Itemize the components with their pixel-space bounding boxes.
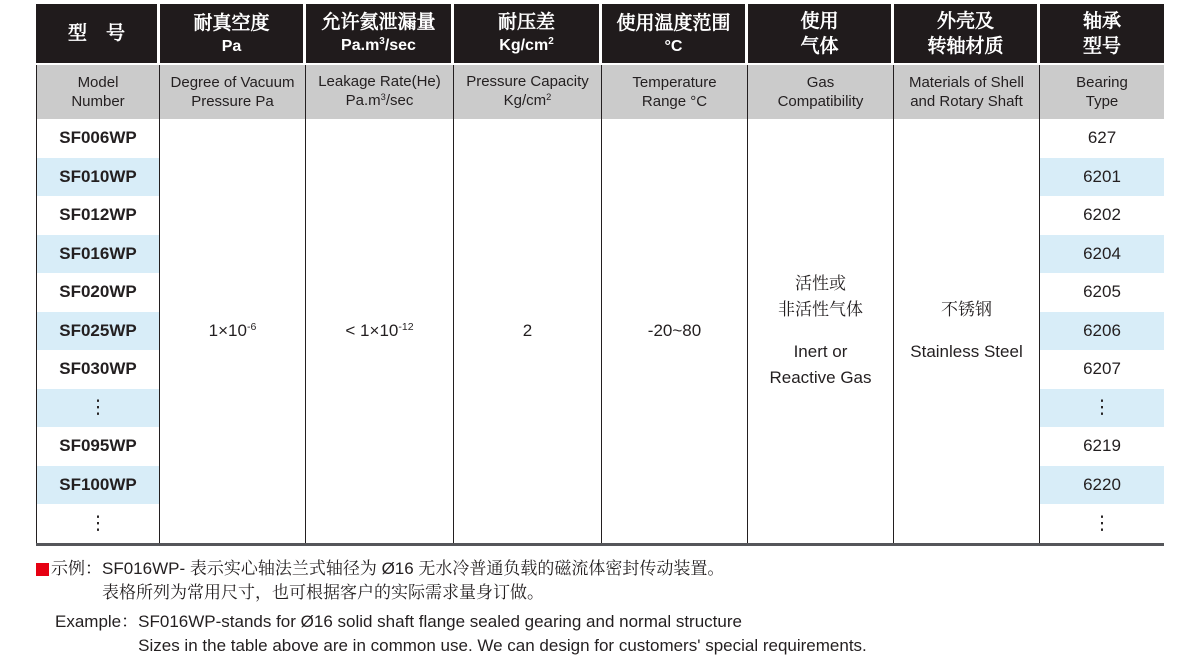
- bearing-cell: 6201: [1040, 158, 1164, 197]
- note-zh-label: 示例：: [51, 558, 102, 578]
- note-zh-line2: 表格所列为常用尺寸，也可根据客户的实际需求量身订做。: [102, 582, 544, 602]
- model-cell: SF030WP: [36, 350, 160, 389]
- header-temperature-en: Temperature Range °C: [602, 65, 748, 119]
- bearing-cell: 6204: [1040, 235, 1164, 274]
- header-row-en: [36, 65, 1164, 119]
- header-pressure-zh: 耐压差 $Kg/cm^2$: [454, 4, 602, 65]
- pressure-unit: $Kg/cm^2$: [499, 36, 554, 54]
- red-square-bullet: [36, 563, 49, 576]
- note-zh-lines: [102, 557, 724, 605]
- header-leakage-zh: 允许氦泄漏量 $Pa.m^3/\sec$: [306, 4, 454, 65]
- note-en-label: Example：: [55, 611, 139, 631]
- header-model-en: Model Number: [36, 65, 160, 119]
- model-cell: SF010WP: [36, 158, 160, 197]
- header-shell-zh: 外壳及 转轴材质: [894, 4, 1040, 65]
- model-cell: SF020WP: [36, 273, 160, 312]
- temperature-spec-cell: -20~80: [602, 119, 748, 543]
- header-gas-en: Gas Compatibility: [748, 65, 894, 119]
- model-cell: SF100WP: [36, 466, 160, 505]
- bearing-ellipsis-cell: ⋮: [1040, 389, 1164, 428]
- table-row: [36, 119, 1164, 158]
- bearing-cell: 6207: [1083, 359, 1121, 379]
- note-en-line2: Sizes in the table above are in common use. We can design for customers' special requirements.: [138, 635, 867, 655]
- vacuum-spec-cell: $1\times 10^{-6}$: [160, 119, 306, 543]
- shell-zh-text: 不锈钢: [941, 299, 992, 319]
- header-vacuum-en: Degree of Vacuum Pressure Pa: [160, 65, 306, 119]
- note-zh-line1: SF016WP- 表示实心轴法兰式轴径为 Ø16 无水冷普通负载的磁流体密封传动装置。: [102, 558, 725, 578]
- header-temperature-zh: 使用温度范围 °C: [602, 4, 748, 65]
- header-model-zh-label: 型 号: [67, 23, 125, 44]
- model-cell: SF095WP: [36, 427, 160, 466]
- bearing-cell: 627: [1087, 128, 1117, 148]
- leakage-spec-cell: < $1\times 10^{-12}$: [306, 119, 454, 543]
- leakage-unit: $Pa.m^3/\sec$: [341, 36, 416, 54]
- bearing-cell: 6220: [1040, 466, 1164, 505]
- shell-spec-cell: [894, 119, 1040, 543]
- gas-zh-text: 活性或 非活性气体: [778, 273, 863, 319]
- header-bearing-en: Bearing Type: [1040, 65, 1164, 119]
- header-model-zh: [36, 4, 160, 65]
- bearing-cell: 6205: [1083, 282, 1121, 302]
- model-ellipsis-cell: ⋮: [36, 504, 160, 543]
- note-en-lines: [138, 610, 867, 658]
- gas-en-text: Inert or Reactive Gas: [769, 341, 872, 387]
- header-shell-en: Materials of Shell and Rotary Shaft: [894, 65, 1040, 119]
- note-en: [36, 610, 1200, 658]
- model-cell: SF006WP: [36, 119, 160, 158]
- bearing-cell: 6206: [1040, 312, 1164, 351]
- pressure-spec-cell: 2: [454, 119, 602, 543]
- model-cell: SF012WP: [36, 196, 160, 235]
- header-row-zh: [36, 4, 1164, 65]
- model-cell: SF016WP: [36, 235, 160, 274]
- bearing-ellipsis-cell: ⋮: [1092, 512, 1112, 534]
- header-pressure-en: Pressure Capacity $Kg/cm^2$: [454, 65, 602, 119]
- header-bearing-zh: 轴承 型号: [1040, 4, 1164, 65]
- model-cell: SF025WP: [36, 312, 160, 351]
- model-ellipsis-cell: ⋮: [36, 389, 160, 428]
- header-leakage-en: Leakage Rate(He) $Pa.m^3/\sec$: [306, 65, 454, 119]
- note-en-line1: SF016WP-stands for Ø16 solid shaft flange sealed gearing and normal structure: [138, 611, 742, 631]
- bearing-cell: 6219: [1083, 436, 1121, 456]
- bearing-cell: 6202: [1083, 205, 1121, 225]
- shell-en-text: Stainless Steel: [910, 341, 1023, 361]
- spec-table: [36, 4, 1164, 546]
- footnotes: [36, 557, 1200, 658]
- gas-spec-cell: [748, 119, 894, 543]
- header-gas-zh: 使用 气体: [748, 4, 894, 65]
- header-vacuum-zh: 耐真空度 Pa: [160, 4, 306, 65]
- note-zh: [36, 557, 1200, 605]
